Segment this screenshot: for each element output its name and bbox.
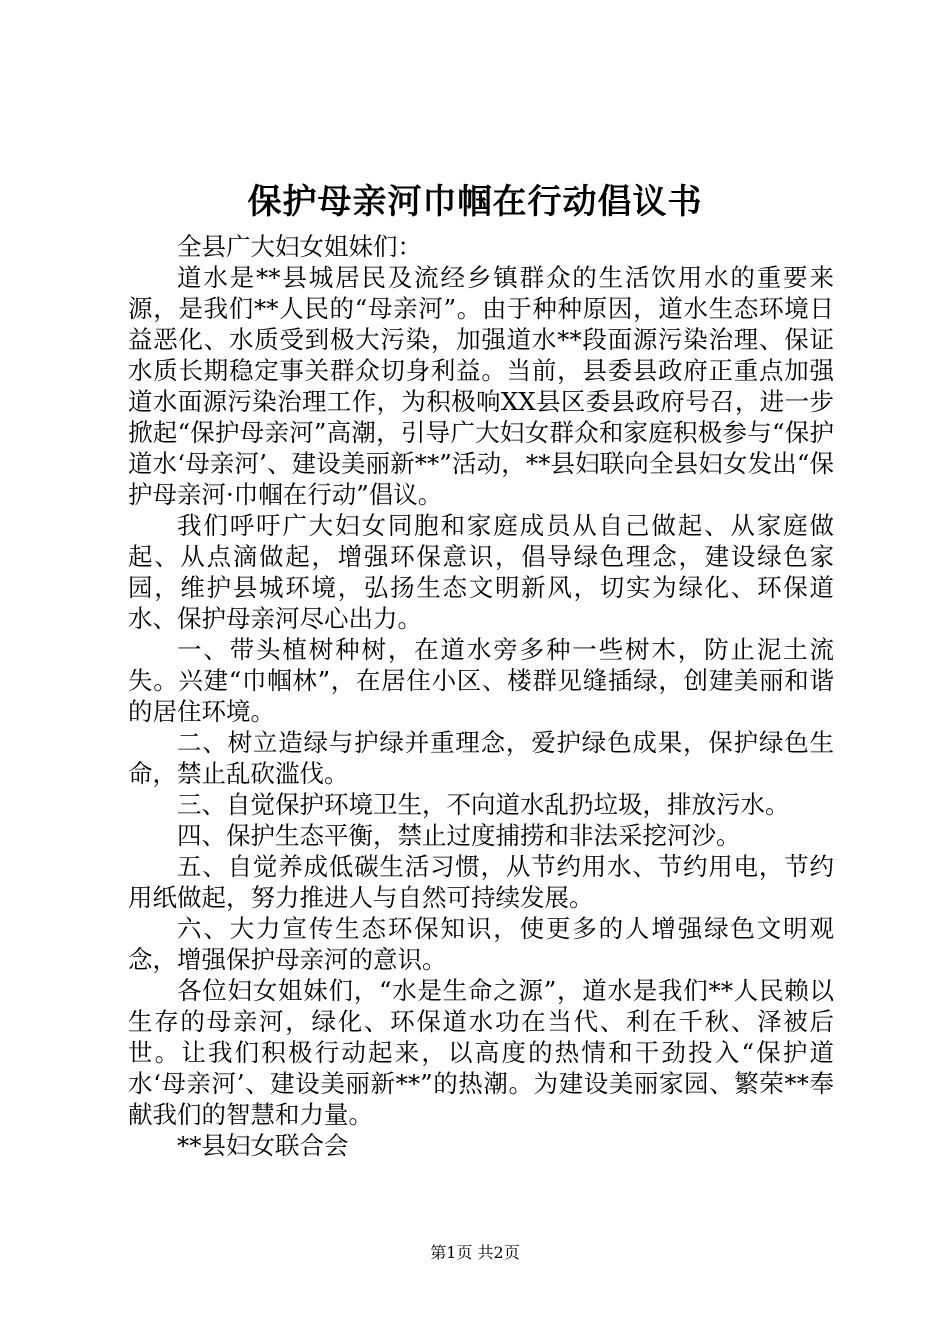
document-body <box>128 231 834 1161</box>
paragraph-appeal: 我们呼吁广大妇女同胞和家庭成员从自己做起、从家庭做起、从点滴做起，增强环保意识，倡导绿色理念，建设绿色家园，维护县城环境，弘扬生态文明新风，切实为绿化、环保道水、保护母亲河尽心出力。 <box>128 511 834 633</box>
salutation: 全县广大妇女姐妹们： <box>177 232 422 261</box>
paragraph-closing: 各位妇女姐妹们，“水是生命之源”，道水是我们**人民赖以生存的母亲河，绿化、环保道水功在当代、利在千秋、泽被后世。让我们积极行动起来，以高度的热情和干劲投入“保护道水‘母亲河’、建设美丽新**”的热潮。为建设美丽家园、繁荣**奉献我们的智慧和力量。 <box>128 976 834 1129</box>
paragraph-intro: 道水是**县城居民及流经乡镇群众的生活饮用水的重要来源，是我们**人民的“母亲河”。由于种种原因，道水生态环境日益恶化、水质受到极大污染，加强道水**段面源污染治理、保证水质长期稳定事关群众切身利益。当前，县委县政府正重点加强道水面源污染治理工作，为积极响XX县区委县政府号召，进一步掀起“保护母亲河”高潮，引导广大妇女群众和家庭积极参与“保护道水‘母亲河’、建设美丽新**”活动，**县妇联向全县妇女发出“保护母亲河·巾帼在行动”倡议。 <box>128 263 834 509</box>
proposal-item-3: 三、自觉保护环境卫生，不向道水乱扔垃圾，排放污水。 <box>177 790 790 819</box>
proposal-item-6: 六、大力宣传生态环保知识，使更多的人增强绿色文明观念，增强保护母亲河的意识。 <box>128 914 834 974</box>
proposal-item-2: 二、树立造绿与护绿并重理念，爱护绿色成果，保护绿色生命，禁止乱砍滥伐。 <box>128 728 834 788</box>
document-title: 保护母亲河巾帼在行动倡议书 <box>247 182 703 222</box>
proposal-item-4: 四、保护生态平衡，禁止过度捕捞和非法采挖河沙。 <box>177 821 741 850</box>
signature: **县妇女联合会 <box>177 1131 349 1160</box>
page-number-footer: 第1页 共2页 <box>430 1243 520 1262</box>
proposal-item-5: 五、自觉养成低碳生活习惯，从节约用水、节约用电，节约用纸做起，努力推进人与自然可持续发展。 <box>128 852 834 912</box>
proposal-item-1: 一、带头植树种树，在道水旁多种一些树木，防止泥土流失。兴建“巾帼林”，在居住小区、楼群见缝插绿，创建美丽和谐的居住环境。 <box>128 635 834 726</box>
